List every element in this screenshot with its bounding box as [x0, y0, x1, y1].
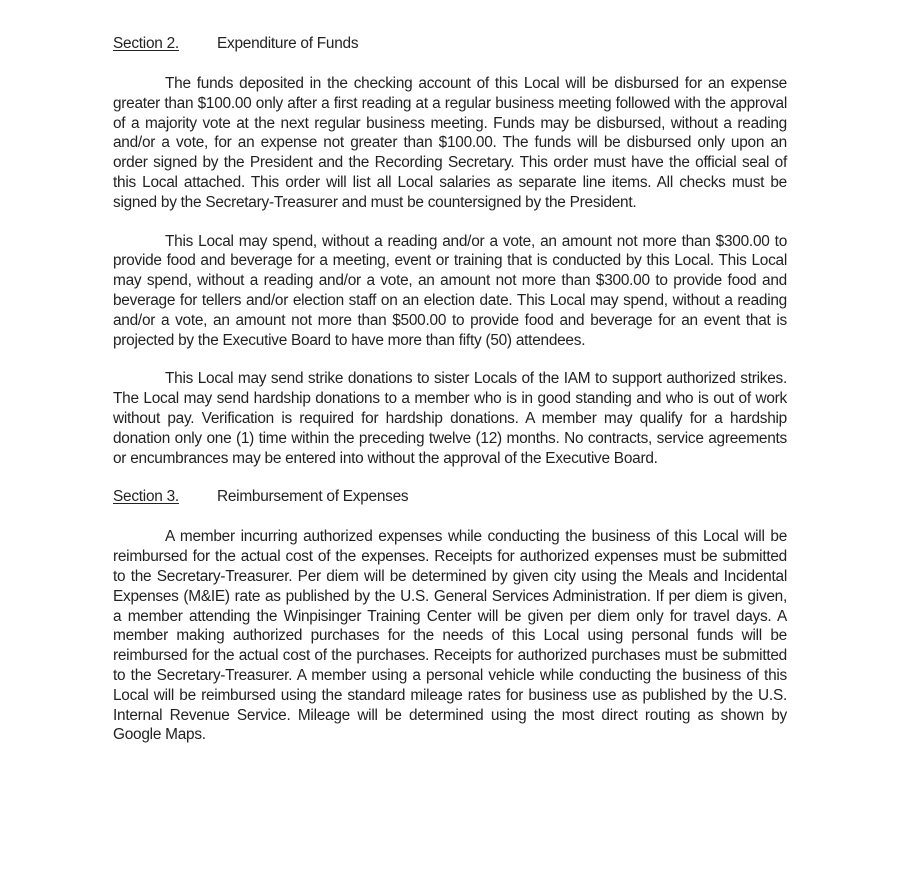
section-number: Section 3. [113, 488, 179, 506]
document-page [113, 34, 787, 745]
section-3 [113, 487, 787, 745]
section-heading [113, 487, 787, 507]
paragraph-food-beverage-limits: This Local may spend, without a reading and/or a vote, an amount not more than $300.00 to provide food and beverage for a meeting, event or training that is conducted by this Local. This Local may spend, without a reading and/or a vote, an amount not more than $300.00 to provide food and beverage for tellers and/or election staff on an election date. This Local may spend, without a reading and/or a vote, an amount not more than $500.00 to provide food and beverage for an event that is projected by the Executive Board to have more than fifty (50) attendees. [113, 232, 787, 349]
section-number: Section 2. [113, 35, 179, 52]
paragraph-expenditure-procedure: The funds deposited in the checking account of this Local will be disbursed for an expense greater than $100.00 only after a first reading at a regular business meeting followed with the approval of a majority vote at the next regular business meeting. Funds may be disbursed, without a reading and/or a vote, for an expense not greater than $100.00. The funds will be disbursed only upon an order signed by the President and the Recording Secretary. This order must have the official seal of this Local attached. This order will list all Local salaries as separate line items. All checks must be signed by the Secretary-Treasurer and must be countersigned by the President. [113, 75, 787, 211]
paragraph-reimbursement: A member incurring authorized expenses while conducting the business of this Local will be reimbursed for the actual cost of the expenses. Receipts for authorized expenses must be submitted to the Secretary-Treasurer. Per diem will be determined by given city using the Meals and Incidental Expenses (M&IE) rate as published by the U.S. General Services Administration. If per diem is given, a member attending the Winpisinger Training Center will be given per diem only for travel days. A member making authorized purchases for the needs of this Local using personal funds will be reimbursed for the actual cost of the purchases. Receipts for authorized purchases must be submitted to the Secretary-Treasurer. A member using a personal vehicle while conducting the business of this Local will be reimbursed using the standard mileage rates for business use as published by the U.S. Internal Revenue Service. Mileage will be determined using the most direct routing as shown by Google Maps. [113, 528, 787, 744]
section-2 [113, 34, 787, 487]
section-title: Expenditure of Funds [217, 35, 359, 52]
section-title: Reimbursement of Expenses [217, 488, 409, 506]
paragraph-donations: This Local may send strike donations to sister Locals of the IAM to support authorized strikes. The Local may send hardship donations to a member who is in good standing and who is out of work without pay. Verification is required for hardship donations. A member may qualify for a hardship donation only one (1) time within the preceding twelve (12) months. No contracts, service agreements or encumbrances may be entered into without the approval of the Executive Board. [113, 370, 787, 467]
section-heading [113, 34, 787, 54]
